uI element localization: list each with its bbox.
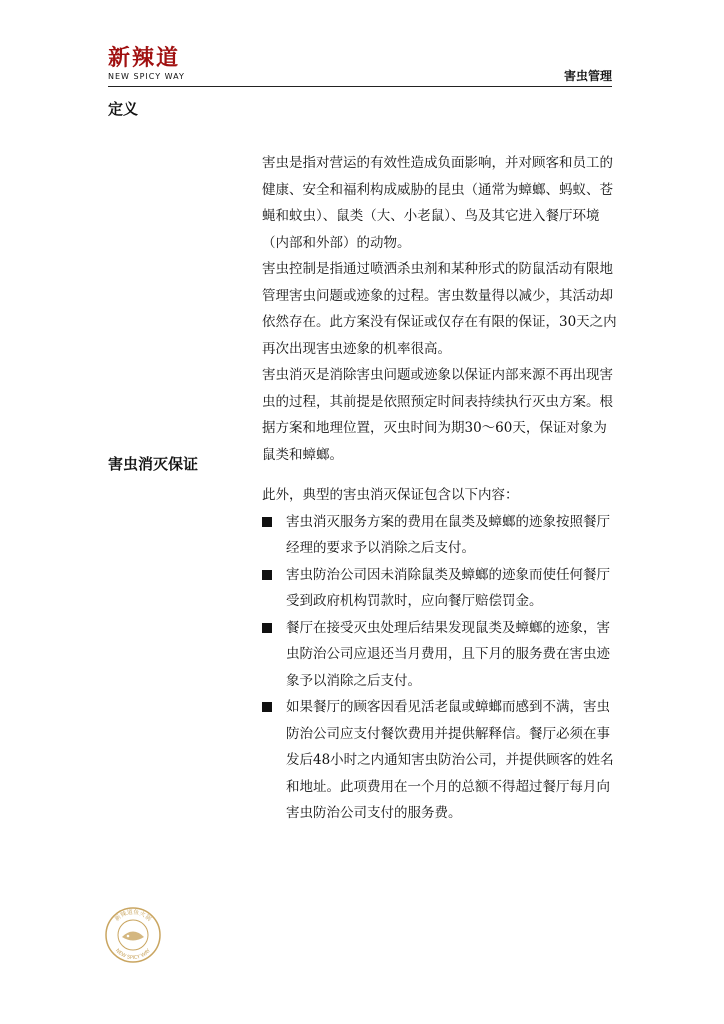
list-item: 如果餐厅的顾客因看见活老鼠或蟑螂而感到不满，害虫防治公司应支付餐饮费用并提供解释信。餐厅必须在事发后48小时之内通知害虫防治公司，并提供顾客的姓名和地址。此项费用在一个月的总额不得超过餐厅每月向害虫防治公司支付的服务费。 (262, 694, 618, 827)
guarantee-list (262, 509, 618, 827)
guarantee-body (262, 482, 618, 827)
bullet-square-icon (262, 702, 272, 712)
definition-paragraph: 害虫是指对营运的有效性造成负面影响，并对顾客和员工的健康、安全和福利构成威胁的昆虫（通常为蟑螂、蚂蚁、苍蝇和蚊虫）、鼠类（大、小老鼠）、鸟及其它进入餐厅环境（内部和外部）的动物。 (262, 155, 613, 251)
definition-paragraph: 害虫消灭是消除害虫问题或迹象以保证内部来源不再出现害虫的过程，其前提是依照预定时间表持续执行灭虫方案。根据方案和地理位置，灭虫时间为期30～60天，保证对象为鼠类和蟑螂。 (262, 367, 613, 463)
header-section-name: 害虫管理 (563, 69, 612, 83)
definition-body (262, 150, 618, 468)
bullet-square-icon (262, 570, 272, 580)
definition-paragraph: 害虫控制是指通过喷洒杀虫剂和某种形式的防鼠活动有限地管理害虫问题或迹象的过程。害虫数量得以减少，其活动却依然存在。此方案没有保证或仅存在有限的保证，30天之内再次出现害虫迹象的机率很高。 (262, 261, 617, 357)
brand-seal-icon (104, 906, 162, 964)
list-item: 害虫防治公司因未消除鼠类及蟑螂的迹象而使任何餐厅受到政府机构罚款时，应向餐厅赔偿罚金。 (262, 562, 618, 615)
svg-text:新辣道鱼火锅: 新辣道鱼火锅 (113, 908, 153, 923)
bullet-square-icon (262, 623, 272, 633)
guarantee-intro: 此外，典型的害虫消灭保证包含以下内容： (262, 487, 519, 503)
brand-logo (108, 47, 185, 82)
list-item: 餐厅在接受灭虫处理后结果发现鼠类及蟑螂的迹象，害虫防治公司应退还当月费用，且下月的服务费在害虫迹象予以消除之后支付。 (262, 615, 618, 695)
list-item: 害虫消灭服务方案的费用在鼠类及蟑螂的迹象按照餐厅经理的要求予以消除之后支付。 (262, 509, 618, 562)
definition-heading: 定义 (108, 100, 139, 118)
svg-text:NEW SPICY WAY: NEW SPICY WAY (114, 947, 152, 962)
logo-chinese-text: 新辣道 (108, 46, 181, 71)
guarantee-heading: 害虫消灭保证 (108, 455, 199, 473)
logo-english-text: NEW SPICY WAY (108, 72, 185, 81)
bullet-square-icon (262, 517, 272, 527)
header-divider (108, 86, 612, 87)
